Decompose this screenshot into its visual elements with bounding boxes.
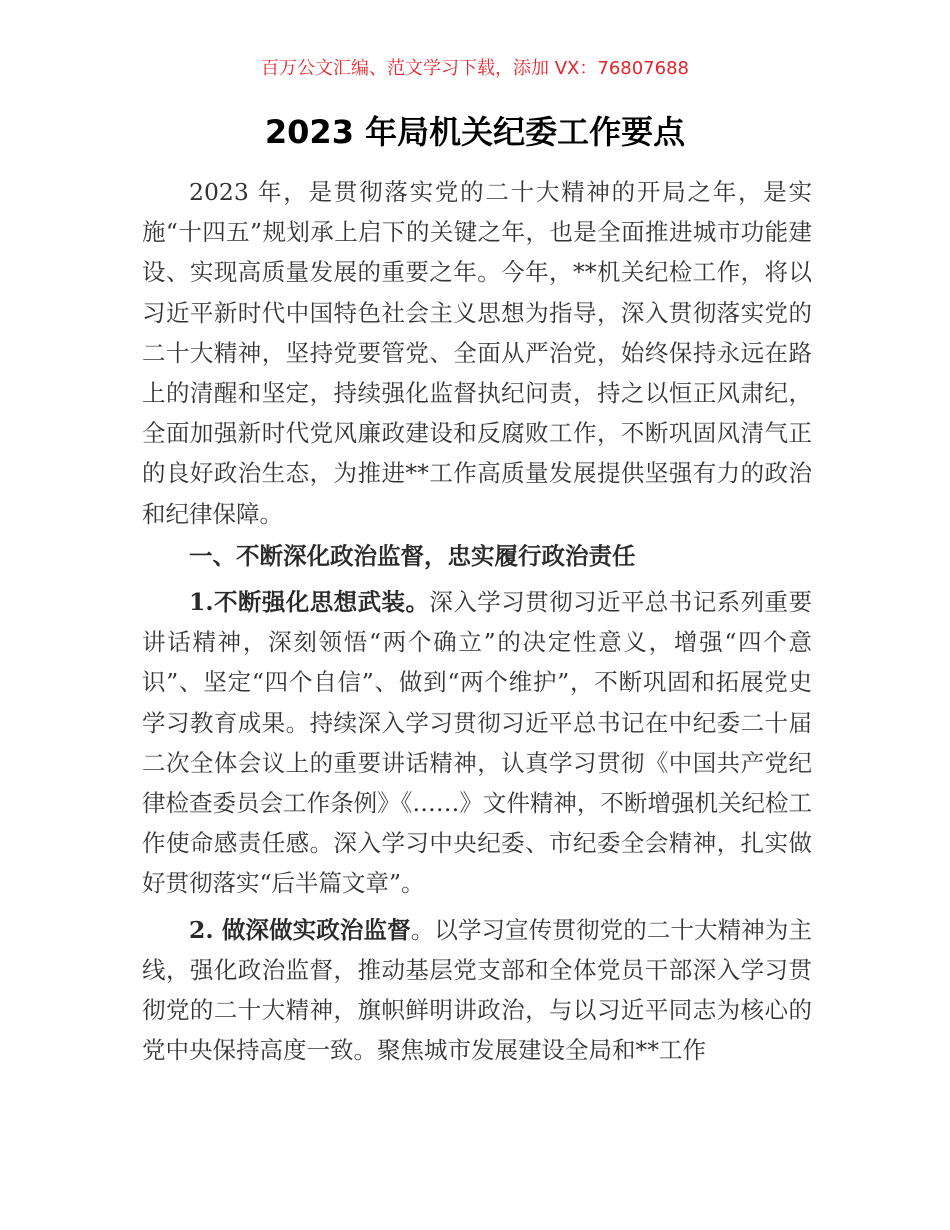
section-heading: 一、不断深化政治监督，忠实履行政治责任 <box>189 541 636 570</box>
list-item <box>142 582 812 904</box>
item-lead: 1.不断强化思想武装。 <box>189 588 430 617</box>
watermark-banner: 百万公文汇编、范文学习下载，添加 VX：76807688 <box>261 58 689 79</box>
document-body <box>142 172 812 1070</box>
list-item <box>142 910 812 1071</box>
document-title: 2023 年局机关纪委工作要点 <box>264 113 686 151</box>
intro-paragraph: 2023 年，是贯彻落实党的二十大精神的开局之年，是实施“十四五”规划承上启下的关键之年，也是全面推进城市功能建设、实现高质量发展的重要之年。今年，**机关纪检工作，将以习近平新时代中国特色社会主义思想为指导，深入贯彻落实党的二十大精神，坚持党要管党、全面从严治党，始终保持永远在路上的清醒和坚定，持续强化监督执纪问责，持之以恒正风肃纪，全面加强新时代党风廉政建设和反腐败工作，不断巩固风清气正的良好政治生态，为推进**工作高质量发展提供坚强有力的政治和纪律保障。 <box>142 178 812 528</box>
item-text: 。以学习宣传贯彻党的二十大精神为主线，强化政治监督，推动基层党支部和全体党员干部深入学习贯彻党的二十大精神，旗帜鲜明讲政治，与以习近平同志为核心的党中央保持高度一致。聚焦城市发展建设全局和**工作 <box>142 915 812 1065</box>
item-lead: 2. 做深做实政治监督 <box>189 915 411 944</box>
item-text: 深入学习贯彻习近平总书记系列重要讲话精神，深刻领悟“两个确立”的决定性意义，增强“四个意识”、坚定“四个自信”、做到“两个维护”，不断巩固和拓展党史学习教育成果。持续深入学习贯彻习近平总书记在中纪委二十届二次全体会议上的重要讲话精神，认真学习贯彻《中国共产党纪律检查委员会工作条例》《……》文件精神，不断增强机关纪检工作使命感责任感。深入学习中央纪委、市纪委全会精神，扎实做好贯彻落实“后半篇文章”。 <box>142 588 812 898</box>
